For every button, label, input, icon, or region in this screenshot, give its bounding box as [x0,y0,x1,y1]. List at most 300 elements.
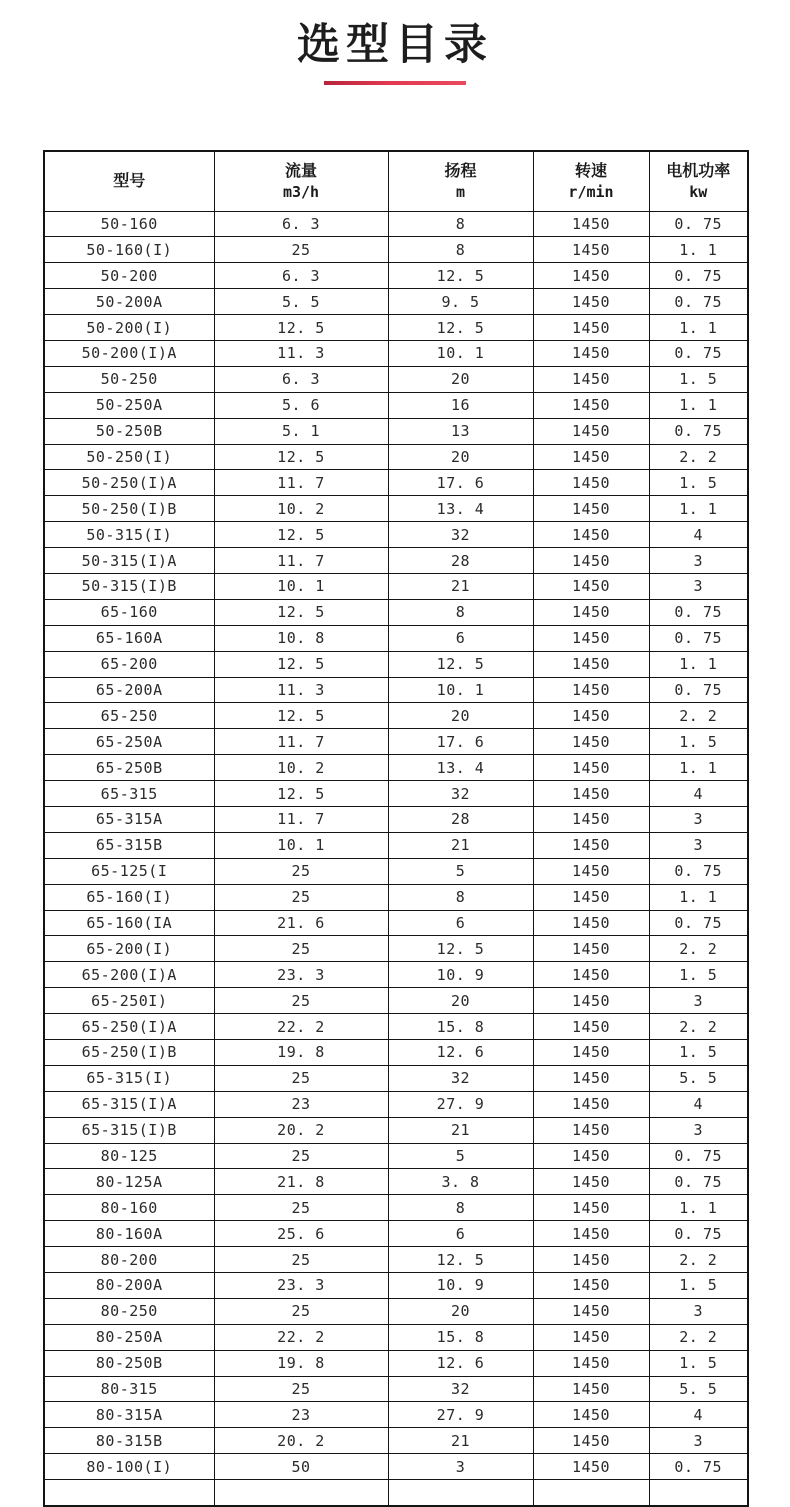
flow-cell: 11. 7 [214,729,388,755]
head-cell: 12. 5 [388,315,533,341]
table-row [44,366,748,392]
model-cell: 80-160A [44,1221,214,1247]
model-cell: 65-200 [44,651,214,677]
speed-cell: 1450 [533,1065,649,1091]
model-cell: 50-315(I)A [44,548,214,574]
head-cell: 32 [388,1376,533,1402]
head-cell: 10. 1 [388,340,533,366]
title-underline-decoration [324,81,466,85]
speed-cell: 1450 [533,651,649,677]
power-cell: 1. 1 [649,884,748,910]
model-cell: 65-315B [44,832,214,858]
flow-cell: 22. 2 [214,1324,388,1350]
power-cell: 3 [649,1117,748,1143]
power-cell: 5. 5 [649,1376,748,1402]
speed-cell: 1450 [533,392,649,418]
flow-cell: 12. 5 [214,522,388,548]
speed-cell: 1450 [533,625,649,651]
flow-cell: 25 [214,1247,388,1273]
speed-cell: 1450 [533,806,649,832]
model-cell: 65-315 [44,781,214,807]
head-cell: 21 [388,1428,533,1454]
flow-cell: 12. 5 [214,703,388,729]
table-row [44,1169,748,1195]
model-cell: 65-125(I [44,858,214,884]
table-row [44,936,748,962]
speed-cell: 1450 [533,1040,649,1066]
power-cell: 1. 1 [649,237,748,263]
model-cell: 50-250(I)B [44,496,214,522]
speed-cell: 1450 [533,548,649,574]
flow-cell: 25 [214,1298,388,1324]
head-cell: 3 [388,1454,533,1480]
power-cell: 2. 2 [649,444,748,470]
flow-cell: 10. 1 [214,573,388,599]
head-cell: 8 [388,211,533,237]
table-row [44,729,748,755]
speed-cell: 1450 [533,936,649,962]
head-cell: 20 [388,366,533,392]
power-cell: 1. 1 [649,1195,748,1221]
table-row [44,1195,748,1221]
header-flow-unit: m3/h [282,182,320,201]
table-row [44,1298,748,1324]
speed-cell: 1450 [533,1428,649,1454]
model-cell: 65-250(I)B [44,1040,214,1066]
model-cell: 50-315(I)B [44,573,214,599]
flow-cell: 19. 8 [214,1350,388,1376]
table-row [44,1273,748,1299]
speed-cell: 1450 [533,1221,649,1247]
head-cell: 28 [388,548,533,574]
power-cell: 1. 1 [649,651,748,677]
model-cell: 80-100(I) [44,1454,214,1480]
table-row [44,599,748,625]
flow-cell: 11. 3 [214,677,388,703]
flow-cell: 11. 7 [214,470,388,496]
table-row [44,1117,748,1143]
head-cell: 6 [388,910,533,936]
speed-cell: 1450 [533,366,649,392]
table-row [44,1454,748,1480]
flow-cell: 23. 3 [214,962,388,988]
speed-cell: 1450 [533,237,649,263]
speed-cell: 1450 [533,599,649,625]
speed-cell: 1450 [533,444,649,470]
flow-cell: 6. 3 [214,263,388,289]
power-cell: 0. 75 [649,340,748,366]
header-model [44,151,214,211]
header-model-label: 型号 [113,171,146,191]
page [0,22,790,1485]
model-cell: 80-315B [44,1428,214,1454]
model-cell: 50-250B [44,418,214,444]
power-cell: 3 [649,988,748,1014]
speed-cell [533,1480,649,1506]
model-cell: 50-250(I) [44,444,214,470]
head-cell: 3. 8 [388,1169,533,1195]
header-head-unit: m [455,182,466,201]
power-cell: 4 [649,1091,748,1117]
model-cell: 80-160 [44,1195,214,1221]
table-row [44,1428,748,1454]
table-row [44,703,748,729]
model-cell: 50-160(I) [44,237,214,263]
model-cell: 65-315(I) [44,1065,214,1091]
flow-cell: 25 [214,988,388,1014]
flow-cell: 25 [214,936,388,962]
flow-cell: 6. 3 [214,211,388,237]
head-cell: 10. 9 [388,962,533,988]
flow-cell: 12. 5 [214,315,388,341]
table-row [44,548,748,574]
table-row [44,651,748,677]
table-row [44,211,748,237]
power-cell: 1. 1 [649,315,748,341]
flow-cell: 25 [214,1065,388,1091]
table-row [44,988,748,1014]
table-row [44,418,748,444]
head-cell: 21 [388,832,533,858]
speed-cell: 1450 [533,1195,649,1221]
speed-cell: 1450 [533,1324,649,1350]
power-cell [649,1480,748,1506]
model-cell: 65-250(I)A [44,1014,214,1040]
flow-cell: 5. 6 [214,392,388,418]
power-cell: 1. 1 [649,392,748,418]
speed-cell: 1450 [533,1014,649,1040]
model-cell: 80-315 [44,1376,214,1402]
model-cell: 65-200(I)A [44,962,214,988]
table-row-clipped [44,1480,748,1506]
table-row [44,1091,748,1117]
speed-cell: 1450 [533,1143,649,1169]
table-row [44,289,748,315]
power-cell: 2. 2 [649,1014,748,1040]
flow-cell: 25 [214,1143,388,1169]
flow-cell: 5. 5 [214,289,388,315]
model-cell: 65-160 [44,599,214,625]
head-cell: 16 [388,392,533,418]
power-cell: 2. 2 [649,1247,748,1273]
flow-cell: 25 [214,1376,388,1402]
table-row [44,496,748,522]
speed-cell: 1450 [533,884,649,910]
head-cell: 12. 6 [388,1350,533,1376]
table-row [44,237,748,263]
model-cell: 65-250 [44,703,214,729]
flow-cell: 21. 8 [214,1169,388,1195]
header-power [649,151,748,211]
head-cell: 21 [388,1117,533,1143]
power-cell: 0. 75 [649,289,748,315]
model-cell: 80-200A [44,1273,214,1299]
flow-cell: 20. 2 [214,1428,388,1454]
model-cell: 80-250A [44,1324,214,1350]
head-cell: 20 [388,988,533,1014]
model-cell: 80-125A [44,1169,214,1195]
model-cell: 50-250(I)A [44,470,214,496]
flow-cell: 20. 2 [214,1117,388,1143]
speed-cell: 1450 [533,729,649,755]
power-cell: 4 [649,781,748,807]
power-cell: 1. 5 [649,1273,748,1299]
model-cell: 65-200(I) [44,936,214,962]
speed-cell: 1450 [533,522,649,548]
speed-cell: 1450 [533,315,649,341]
model-cell: 50-250 [44,366,214,392]
table-row [44,910,748,936]
header-speed-label: 转速 [574,161,607,181]
model-cell: 80-250B [44,1350,214,1376]
speed-cell: 1450 [533,1298,649,1324]
model-cell: 65-160(IA [44,910,214,936]
power-cell: 0. 75 [649,418,748,444]
flow-cell: 5. 1 [214,418,388,444]
flow-cell: 11. 7 [214,548,388,574]
table-row [44,1376,748,1402]
speed-cell: 1450 [533,1247,649,1273]
head-cell: 17. 6 [388,470,533,496]
power-cell: 2. 2 [649,703,748,729]
flow-cell: 19. 8 [214,1040,388,1066]
head-cell: 32 [388,781,533,807]
model-cell: 50-250A [44,392,214,418]
power-cell: 0. 75 [649,677,748,703]
speed-cell: 1450 [533,832,649,858]
table-row [44,522,748,548]
speed-cell: 1450 [533,1376,649,1402]
power-cell: 1. 5 [649,962,748,988]
table-row [44,444,748,470]
page-title: 选型目录 [297,20,493,70]
power-cell: 3 [649,832,748,858]
head-cell: 15. 8 [388,1014,533,1040]
table-row [44,1350,748,1376]
flow-cell: 11. 7 [214,806,388,832]
power-cell: 0. 75 [649,910,748,936]
speed-cell: 1450 [533,1169,649,1195]
flow-cell: 25 [214,884,388,910]
table-body [44,211,748,1506]
speed-cell: 1450 [533,1402,649,1428]
head-cell: 6 [388,1221,533,1247]
table-row [44,1221,748,1247]
head-cell [388,1480,533,1506]
speed-cell: 1450 [533,418,649,444]
power-cell: 1. 5 [649,1040,748,1066]
speed-cell: 1450 [533,781,649,807]
head-cell: 6 [388,625,533,651]
speed-cell: 1450 [533,858,649,884]
flow-cell: 12. 5 [214,444,388,470]
head-cell: 12. 6 [388,1040,533,1066]
flow-cell: 21. 6 [214,910,388,936]
head-cell: 12. 5 [388,1247,533,1273]
head-cell: 27. 9 [388,1402,533,1428]
head-cell: 32 [388,1065,533,1091]
table-row [44,1143,748,1169]
table-row [44,573,748,599]
speed-cell: 1450 [533,470,649,496]
model-cell: 80-125 [44,1143,214,1169]
model-cell: 80-200 [44,1247,214,1273]
head-cell: 13. 4 [388,496,533,522]
model-cell: 65-250A [44,729,214,755]
flow-cell: 11. 3 [214,340,388,366]
head-cell: 5 [388,858,533,884]
head-cell: 9. 5 [388,289,533,315]
flow-cell: 23 [214,1402,388,1428]
header-flow-label: 流量 [284,161,317,181]
model-cell: 50-200(I)A [44,340,214,366]
table-row [44,340,748,366]
header-flow [214,151,388,211]
model-cell: 65-250I) [44,988,214,1014]
power-cell: 3 [649,548,748,574]
flow-cell: 10. 2 [214,755,388,781]
head-cell: 5 [388,1143,533,1169]
model-cell: 65-315(I)B [44,1117,214,1143]
table-header [44,151,748,211]
power-cell: 1. 1 [649,496,748,522]
model-cell: 65-315A [44,806,214,832]
power-cell: 1. 5 [649,470,748,496]
model-cell: 50-200A [44,289,214,315]
table-row [44,884,748,910]
head-cell: 15. 8 [388,1324,533,1350]
header-head-label: 扬程 [444,161,477,181]
flow-cell: 12. 5 [214,599,388,625]
model-cell: 65-160(I) [44,884,214,910]
power-cell: 4 [649,1402,748,1428]
model-cell: 65-200A [44,677,214,703]
table-row [44,962,748,988]
power-cell: 0. 75 [649,599,748,625]
speed-cell: 1450 [533,988,649,1014]
speed-cell: 1450 [533,573,649,599]
model-cell: 50-200 [44,263,214,289]
power-cell: 1. 5 [649,729,748,755]
speed-cell: 1450 [533,211,649,237]
model-cell: 50-160 [44,211,214,237]
head-cell: 21 [388,573,533,599]
selection-catalog-table [43,150,749,1507]
speed-cell: 1450 [533,755,649,781]
head-cell: 12. 5 [388,936,533,962]
power-cell: 1. 5 [649,366,748,392]
speed-cell: 1450 [533,263,649,289]
flow-cell [214,1480,388,1506]
table-row [44,1014,748,1040]
speed-cell: 1450 [533,703,649,729]
flow-cell: 23 [214,1091,388,1117]
power-cell: 3 [649,806,748,832]
power-cell: 0. 75 [649,625,748,651]
speed-cell: 1450 [533,289,649,315]
header-row [44,151,748,211]
table-row [44,832,748,858]
power-cell: 1. 1 [649,755,748,781]
header-power-unit: kw [689,182,708,201]
speed-cell: 1450 [533,496,649,522]
table-row [44,263,748,289]
head-cell: 12. 5 [388,263,533,289]
flow-cell: 25 [214,237,388,263]
table-row [44,677,748,703]
head-cell: 13 [388,418,533,444]
table-row [44,1065,748,1091]
power-cell: 0. 75 [649,1454,748,1480]
power-cell: 0. 75 [649,1143,748,1169]
flow-cell: 12. 5 [214,781,388,807]
table-row [44,1247,748,1273]
speed-cell: 1450 [533,1273,649,1299]
power-cell: 1. 5 [649,1350,748,1376]
flow-cell: 25 [214,1195,388,1221]
power-cell: 3 [649,1298,748,1324]
table-row [44,625,748,651]
head-cell: 13. 4 [388,755,533,781]
head-cell: 28 [388,806,533,832]
power-cell: 2. 2 [649,936,748,962]
head-cell: 10. 9 [388,1273,533,1299]
flow-cell: 6. 3 [214,366,388,392]
power-cell: 0. 75 [649,1169,748,1195]
header-speed-unit: r/min [568,182,614,201]
table-row [44,755,748,781]
flow-cell: 25 [214,858,388,884]
speed-cell: 1450 [533,1454,649,1480]
model-cell: 50-315(I) [44,522,214,548]
model-cell [44,1480,214,1506]
model-cell: 80-250 [44,1298,214,1324]
flow-cell: 23. 3 [214,1273,388,1299]
flow-cell: 50 [214,1454,388,1480]
head-cell: 27. 9 [388,1091,533,1117]
power-cell: 2. 2 [649,1324,748,1350]
table-row [44,781,748,807]
power-cell: 3 [649,573,748,599]
power-cell: 0. 75 [649,211,748,237]
head-cell: 12. 5 [388,651,533,677]
model-cell: 50-200(I) [44,315,214,341]
table-row [44,1324,748,1350]
power-cell: 0. 75 [649,1221,748,1247]
head-cell: 20 [388,444,533,470]
head-cell: 32 [388,522,533,548]
power-cell: 3 [649,1428,748,1454]
speed-cell: 1450 [533,962,649,988]
table-row [44,315,748,341]
head-cell: 8 [388,237,533,263]
model-cell: 65-250B [44,755,214,781]
header-head [388,151,533,211]
table-row [44,470,748,496]
speed-cell: 1450 [533,340,649,366]
flow-cell: 12. 5 [214,651,388,677]
power-cell: 0. 75 [649,858,748,884]
speed-cell: 1450 [533,677,649,703]
head-cell: 8 [388,884,533,910]
model-cell: 65-315(I)A [44,1091,214,1117]
speed-cell: 1450 [533,1117,649,1143]
head-cell: 8 [388,599,533,625]
power-cell: 0. 75 [649,263,748,289]
head-cell: 20 [388,703,533,729]
speed-cell: 1450 [533,910,649,936]
flow-cell: 25. 6 [214,1221,388,1247]
